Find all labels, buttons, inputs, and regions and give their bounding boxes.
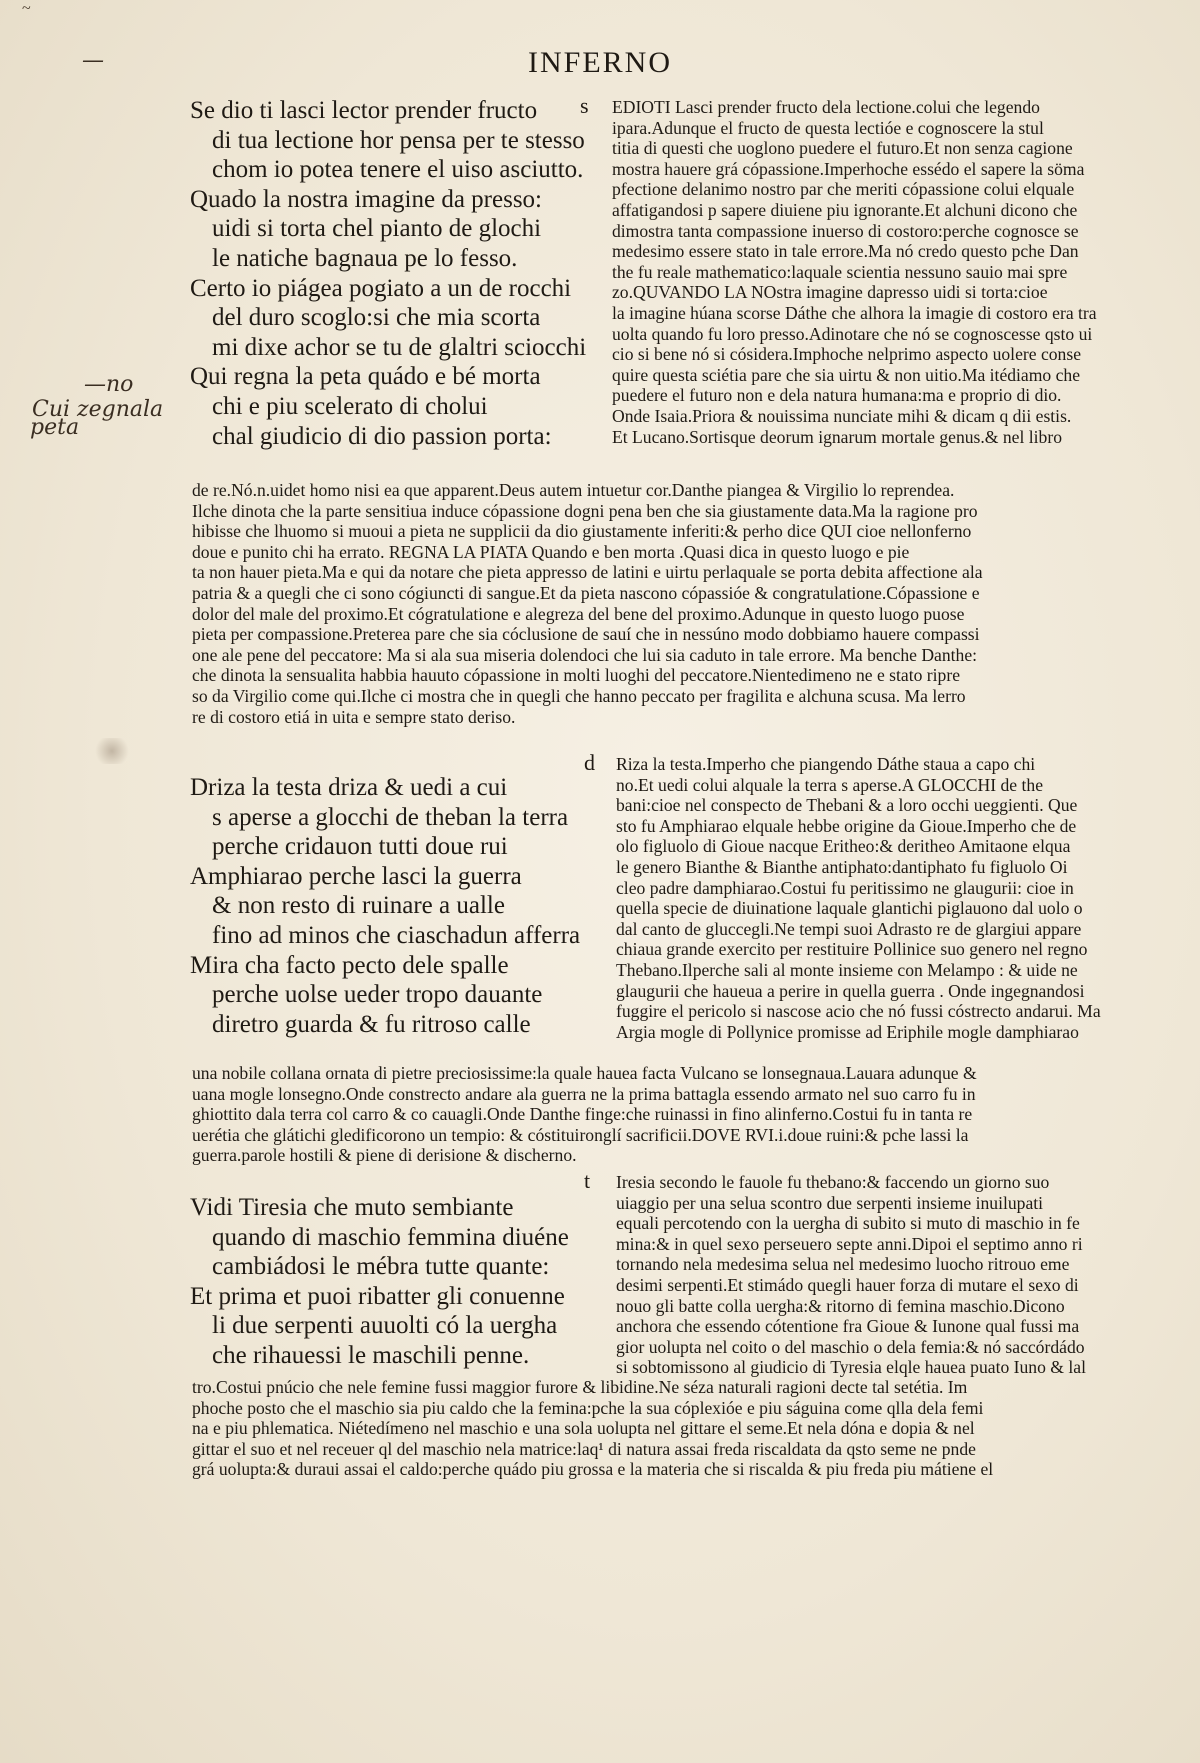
text-line: Onde Isaia.Priora & nouissima nunciate mihi & dicam q dii estis. [612, 405, 1072, 426]
text-line: patria & a quegli che ci sono cógiuncti di sangue.Et da pieta nascono cópassióe & congratulatione.Cópassione e [192, 582, 980, 603]
text-line: gior uolupta nel coito o del maschio o dela femia:& nó saccórdádo [616, 1336, 1085, 1357]
text-line: mi dixe achor se tu de glaltri sciocchi [212, 333, 587, 361]
commentary-block-2-right [584, 750, 1101, 1042]
text-line: Ilche dinota che la parte sensitiua induce cópassione dogni pena ben che sia giustamente data.Ma la ragione pro [192, 500, 978, 521]
text-line: mostra hauere grá cópassione.Imperhoche essédo el sapere la söma [612, 158, 1085, 179]
text-line: affatigandosi p sapere diuiene piu ignorante.Et alchuni dicono che [612, 199, 1078, 220]
text-line: dolor del male del proximo.Et cógratulatione e alegreza del bene del proximo.Adunque in questo luogo puose [192, 603, 965, 624]
text-line: Thebano.Ilperche sali al monte insieme con Melampo : & uide ne [616, 959, 1078, 980]
text-line: grá uolupta:& duraui assai el caldo:perche quádo piu grossa e la materia che si riscalda & piu freda piu mátiene el [192, 1459, 994, 1480]
text-line: doue e punito chi ha errato. REGNA LA PIATA Quando e ben morta .Quasi dica in questo luogo e pie [192, 541, 910, 562]
text-line: uolta quando fu loro presso.Adinotare che nó se cognoscesse qsto ui [612, 323, 1093, 344]
text-line: cio si bene nó si cósidera.Imphoche nelprimo aspecto uolere conse [612, 344, 1082, 365]
text-line: & non resto di ruinare a ualle [212, 892, 505, 920]
text-line: uiaggio per una selua scontro due serpenti insieme inuilupati [616, 1192, 1044, 1213]
text-line: s EDIOTI Lasci prender fructo dela lectione.colui che legendo [580, 93, 1040, 118]
text-line: zo.QUVANDO LA NOstra imagine dapresso uidi si torta:cioe [612, 282, 1048, 303]
text-line: quire questa sciétia pare che sia uirtu & non uitio.Ma itédiamo che [612, 364, 1081, 385]
text-line: d Riza la testa.Imperho che piangendo Dáthe staua a capo chi [584, 750, 1036, 775]
text-line: Et Lucano.Sortisque deorum ignarum mortale genus.& nel libro [612, 426, 1063, 447]
text-line: che rihauessi le maschili penne. [212, 1341, 530, 1369]
text-line: hibisse che lhuomo si muoui a pieta ne supplicii da dio giustamente inferiti:& perho dice QUI cioe nellonferno [192, 521, 972, 542]
text-line: de re.Nó.n.uidet homo nisi ea que apparent.Deus autem intuetur cor.Danthe piangea & Virgilio lo reprendea. [192, 480, 955, 500]
text-line: le genero Bianthe & Bianthe antiphato:dantiphato fu figluolo Oi [616, 856, 1068, 877]
text-line: so da Virgilio come qui.Ilche ci mostra che in quegli che hanno peccato per fragilita e alchuna scusa. Ma lerro [192, 685, 966, 706]
verse-block-2 [190, 773, 580, 1039]
ink-smudge [92, 738, 132, 764]
text-line: medesimo essere stato in tale errore.Ma nó credo questo pche Dan [612, 241, 1079, 262]
text-line: Argia mogle di Pollynice promisse ad Eriphile mogle damphiarao [616, 1021, 1079, 1042]
text-line: pfectione delanimo nostro par che meriti cópassione colui elquale [612, 179, 1075, 200]
text-line: Amphiarao perche lasci la guerra [190, 862, 522, 890]
text-line: cleo padre damphiarao.Costui fu peritissimo ne glaugurii: cioe in [616, 877, 1074, 898]
commentary-block-3-right [584, 1168, 1086, 1378]
text-line: quando di maschio femmina diuéne [212, 1223, 569, 1251]
text-line: chal giudicio di dio passion porta: [212, 422, 552, 450]
text-line: mina:& in quel sexo perseuero septe anni.Dipoi el septimo anno ri [616, 1233, 1083, 1254]
text-line: the fu reale mathematico:laquale scientia nessuno sauio mai spre [612, 261, 1068, 282]
text-line: fuggire el pericolo si nascose acio che nó fussi cóstrecto andarui. Ma [616, 1001, 1101, 1022]
text-line: fino ad minos che ciaschadun afferra [212, 921, 581, 949]
text-line: Mira cha facto pecto dele spalle [190, 951, 509, 979]
text-line: Quado la nostra imagine da presso: [190, 185, 542, 213]
text-line: Certo io piágea pogiato a un de rocchi [190, 274, 572, 302]
text-line: uerétia che glátichi gledificorono un tempio: & cóstituironglí sacrificii.DOVE RVI.i.doue ruini:& pche lassi la [192, 1124, 969, 1145]
text-line: titia di questi che uoglono puedere el futuro.Et non senza cagione [612, 138, 1073, 159]
text-line: di tua lectione hor pensa per te stesso [212, 126, 585, 154]
text-line: one ale pene del peccatore: Ma si ala sua miseria dolendoci che lui sia caduto in tale errore. Ma benche Danthe: [192, 644, 978, 665]
text-line: guerra.parole hostili & piene di derisione & discherno. [192, 1145, 577, 1166]
text-line: tornando nela medesima selua nel medesimo luocho ritrouo eme [616, 1254, 1070, 1275]
commentary-block-1-right [580, 93, 1097, 447]
text-line: olo figluolo di Gioue nacque Eritheo:& deritheo Amitaone elqua [616, 836, 1071, 857]
text-line: la imagine húana scorse Dáthe che alhora la imagie di costoro era tra [612, 302, 1097, 323]
text-line: dal canto de gluccegli.Ne tempi suoi Adrasto re de glargiui appare [616, 918, 1082, 939]
text-line: chi e piu scelerato di cholui [212, 392, 488, 420]
drop-cap-guide-letter: d [584, 750, 595, 775]
text-line: Et prima et puoi ribatter gli conuenne [190, 1282, 565, 1310]
text-line: ghiottito dala terra col carro & co cauagli.Onde Danthe finge:che ruinassi in fino alinferno.Costui fu in tanta re [192, 1104, 973, 1125]
verse-block-3 [190, 1193, 569, 1371]
text-line: una nobile collana ornata di pietre preciosissime:la quale hauea facta Vulcano se lonsegnaua.Lauara adunque & [192, 1063, 977, 1083]
text-line: gittar el suo et nel receuer ql del maschio nela matrice:laq¹ di natura assai freda riscaldata da qsto seme ne pnde [192, 1438, 976, 1459]
text-line: del duro scoglo:si che mia scorta [212, 304, 541, 332]
text-line: uana mogle lonsegno.Onde constrecto andare ala guerra ne la prima battagla essendo armato nel suo carro fu in [192, 1083, 976, 1104]
text-line: re di costoro etiá in uita e sempre stato deriso. [192, 706, 516, 727]
text-line: cambiádosi le mébra tutte quante: [212, 1253, 550, 1281]
commentary-block-1-full [192, 480, 983, 727]
text-line: equali percotendo con la uergha di subito si muto di maschio in fe [616, 1213, 1080, 1234]
margin-note-word1: Cui zegnala [32, 397, 164, 422]
drop-cap-guide-letter: t [584, 1168, 591, 1193]
text-line: glaugurii che haueua a perire in quella guerra . Onde ingegnandosi [616, 980, 1085, 1001]
verse-block-1 [190, 96, 586, 451]
text-line: chiaua grande exercito per restituire Pollinice suo genero nel regno [616, 939, 1088, 960]
text-line: Qui regna la peta quádo e bé morta [190, 363, 541, 391]
text-line: ipara.Adunque el fructo de questa lectióe e cognoscere la stul [612, 117, 1044, 138]
text-line: anchora che essendo cótentione fra Gioue & Iunone qual fussi ma [616, 1316, 1080, 1337]
text-line: si sobtomissono al giudicio di Tyresia elqle hauea puato Iuno & lal [616, 1357, 1086, 1378]
text-line: nouo gli batte colla uergha:& ritorno di femina maschio.Dicono [616, 1295, 1065, 1316]
page-title: INFERNO [527, 46, 672, 79]
text-line: na e piu phlematica. Niétedímeno nel maschio e una sola uolupta nel gittare el seme.Et nela dóna e dopia & nel [192, 1418, 975, 1439]
text-line: perche uolse ueder tropo dauante [212, 981, 543, 1009]
text-line: no.Et uedi colui alquale la terra s aperse.A GLOCCHI de the [616, 774, 1044, 795]
text-line: pieta per compassione.Preterea pare che sia cóclusione de sauí che in nessúno modo dobbiamo hauere compassi [192, 624, 980, 645]
text-line: sto fu Amphiarao elquale hebbe origine da Gioue.Imperho che de [616, 815, 1077, 836]
text-line: che dinota la sensualita habbia hauuto cópassione in molti luoghi del peccatore.Nientedimeno ne e stato ripre [192, 665, 961, 686]
text-line: ta non hauer pieta.Ma e qui da notare che pieta appresso de latini e uirtu perlaquale se porta debita affectione ala [192, 562, 983, 583]
drop-cap-guide-letter: s [580, 93, 589, 118]
commentary-block-3-full [192, 1377, 993, 1480]
text-line: t Iresia secondo le fauole fu thebano:& faccendo un giorno suo [584, 1168, 1050, 1193]
text-line: diretro guarda & fu ritroso calle [212, 1010, 531, 1038]
text-line: Vidi Tiresia che muto sembiante [190, 1194, 514, 1221]
commentary-block-2-full [192, 1063, 977, 1166]
text-line: Driza la testa driza & uedi a cui [190, 774, 508, 801]
text-line: quella specie de diuinatione laquale glantichi piglauono dal uolo o [616, 898, 1083, 919]
margin-note-word2: peta [30, 415, 80, 440]
text-line: dimostra tanta compassione inuerso di costoro:perche cognosce se [612, 220, 1079, 241]
text-line: bani:cioe nel conspecto de Thebani & a loro occhi ueggienti. Que [616, 795, 1078, 816]
page-edge-mark: ~ [22, 0, 31, 17]
text-line: uidi si torta chel pianto de glochi [212, 215, 542, 243]
text-line: desimi serpenti.Et stimádo quegli hauer forza di mutare el sexo di [616, 1274, 1079, 1295]
text-line: tro.Costui pnúcio che nele femine fussi maggior furore & libidine.Ne séza naturali ragioni decte tal setétia. Im [192, 1377, 968, 1397]
text-line: puedere el futuro non e dela natura humana:ma e proprio di dio. [612, 385, 1062, 406]
text-line: le natiche bagnaua pe lo fesso. [212, 244, 518, 272]
text-line: phoche posto che el maschio sia piu caldo che la femina:pche la sua cóplexióe e piu ságuina come qlla dela femi [192, 1397, 984, 1418]
text-line: li due serpenti auuolti có la uergha [212, 1312, 558, 1340]
text-line: chom io potea tenere el uiso asciutto. [212, 156, 584, 184]
text-line: s aperse a glocchi de theban la terra [212, 803, 569, 831]
margin-note-mark: — [82, 48, 104, 73]
margin-note-no: —no [84, 372, 134, 397]
text-line: perche cridauon tutti doue rui [212, 833, 508, 861]
text-line: Se dio ti lasci lector prender fructo [190, 97, 538, 124]
